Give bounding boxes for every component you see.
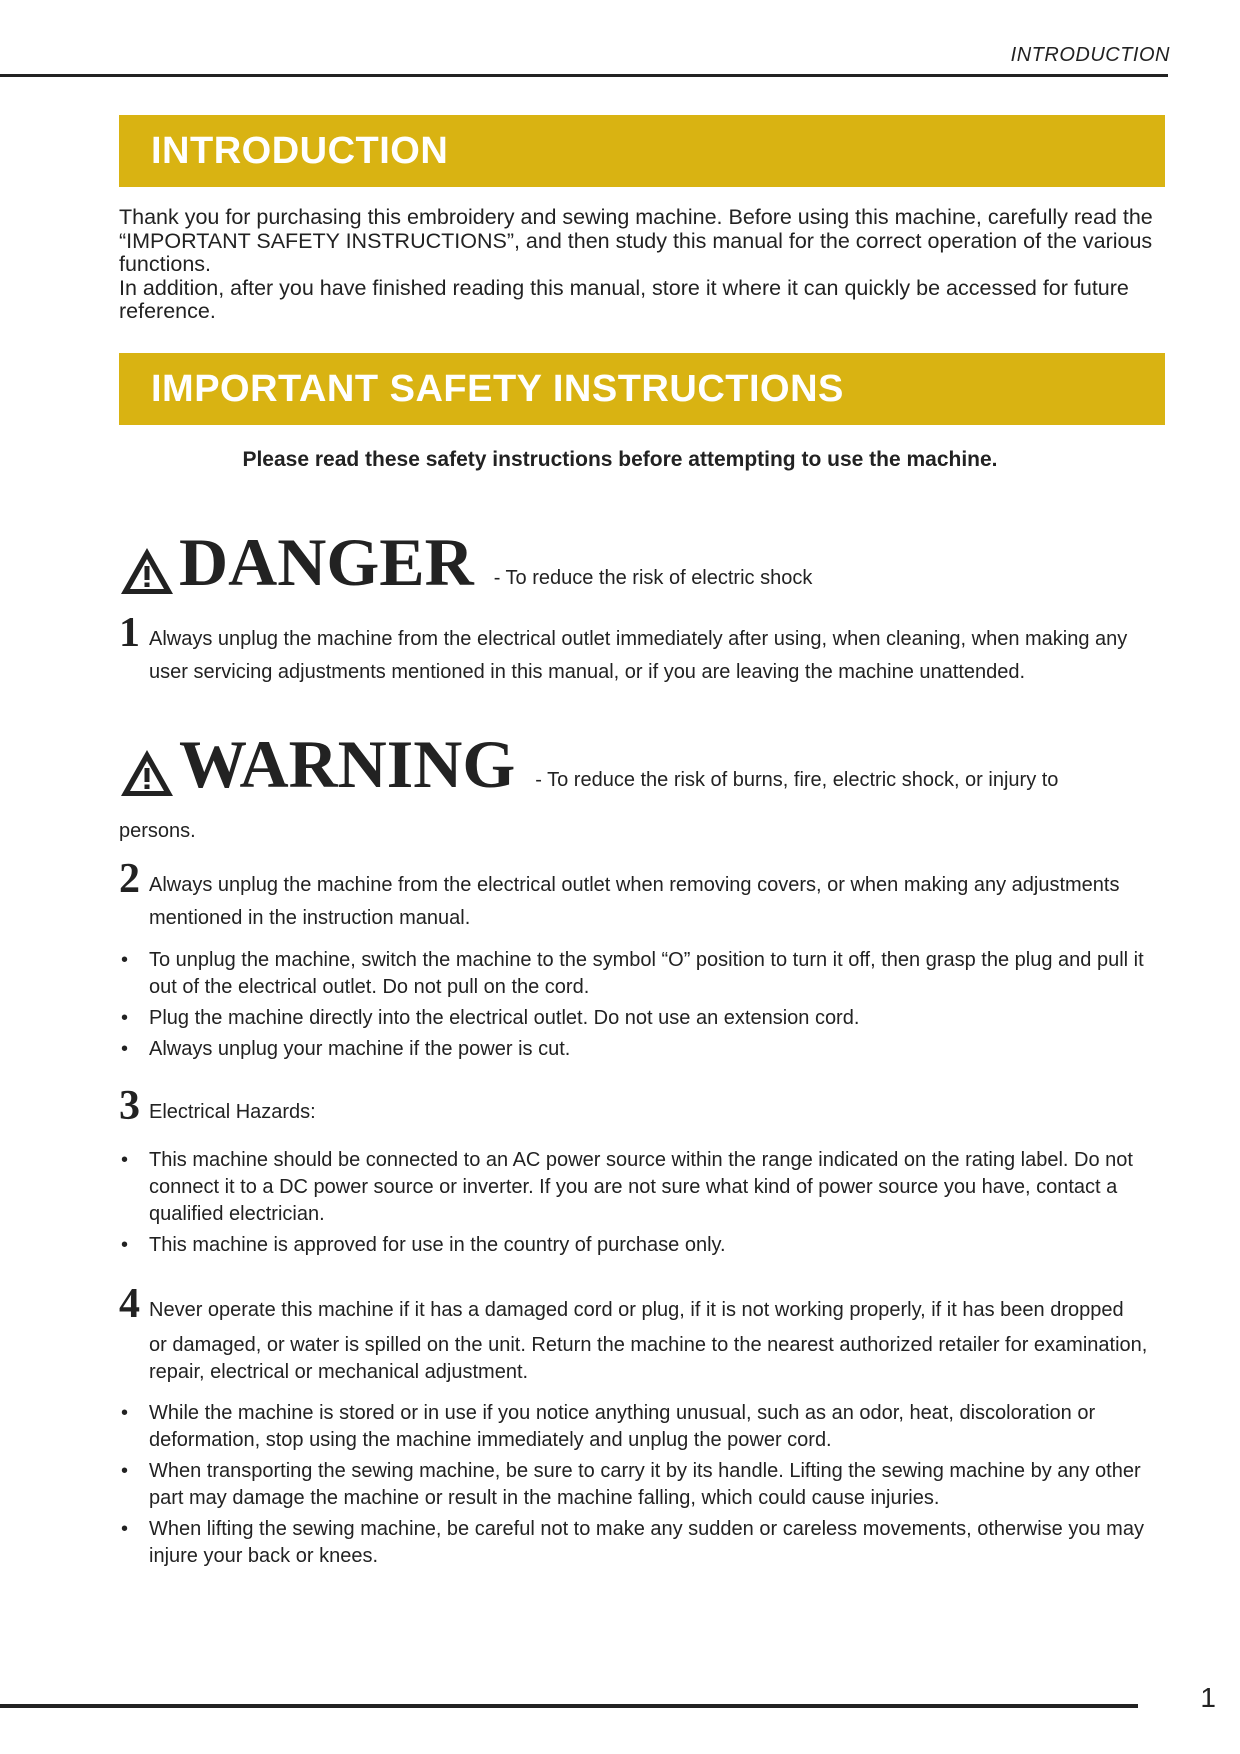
bullet-item: • Always unplug your machine if the power is cut. <box>119 1036 1171 1063</box>
safety-item <box>119 1283 1169 1386</box>
intro-paragraph: Thank you for purchasing this embroidery and sewing machine. Before using this machine, carefully read the “IMPORTANT SAFETY INSTRUCTIONS”, and then study this manual for the correct operation of the various functions. <box>119 205 1153 276</box>
item-number: 1 <box>119 610 140 656</box>
bullet-item: • This machine should be connected to an AC power source within the range indicated on the rating label. Do not connect it to a DC power source or inverter. If you are not sure what kind of power source you have, contact a qualified electrician. <box>119 1147 1171 1228</box>
warning-triangle-icon <box>119 546 175 596</box>
bullet-item: • This machine is approved for use in the country of purchase only. <box>119 1232 1171 1259</box>
safety-item <box>119 858 1169 936</box>
running-head: INTRODUCTION <box>1010 44 1170 66</box>
bullet-item: • When transporting the sewing machine, be sure to carry it by its handle. Lifting the sewing machine by any other part may damage the machine or result in the machine falling, which could cause injuries. <box>119 1458 1171 1512</box>
item-number: 4 <box>119 1281 140 1327</box>
warning-word: WARNING <box>179 726 516 802</box>
warning-triangle-icon <box>119 748 175 798</box>
bullet-list <box>119 1400 1171 1574</box>
warning-description: - To reduce the risk of burns, fire, electric shock, or injury to <box>535 769 1059 791</box>
intro-text <box>119 206 1169 324</box>
bullet-list <box>119 947 1171 1067</box>
top-rule <box>0 74 1168 77</box>
bullet-item: • Plug the machine directly into the electrical outlet. Do not use an extension cord. <box>119 1005 1171 1032</box>
item-number: 2 <box>119 856 140 902</box>
danger-word: DANGER <box>179 524 474 600</box>
bullet-item: • When lifting the sewing machine, be careful not to make any sudden or careless movements, otherwise you may injure your back or knees. <box>119 1516 1171 1570</box>
bullet-item: • To unplug the machine, switch the machine to the symbol “O” position to turn it off, then grasp the plug and pull it out of the electrical outlet. Do not pull on the cord. <box>119 947 1171 1001</box>
safety-banner: IMPORTANT SAFETY INSTRUCTIONS <box>119 353 1165 425</box>
bullet-list <box>119 1147 1171 1263</box>
danger-heading <box>119 524 813 600</box>
danger-description: - To reduce the risk of electric shock <box>493 567 813 589</box>
warning-heading <box>119 726 1059 802</box>
item-text: Electrical Hazards: <box>149 1101 316 1123</box>
bottom-rule <box>0 1704 1138 1708</box>
item-text: Always unplug the machine from the electrical outlet immediately after using, when cleaning, when making any <box>149 628 1128 650</box>
item-text-continued: mentioned in the instruction manual. <box>149 907 471 929</box>
item-text-continued: or damaged, or water is spilled on the unit. Return the machine to the nearest authorized retailer for examination, repair, electrical or mechanical adjustment. <box>149 1334 1148 1383</box>
intro-banner: INTRODUCTION <box>119 115 1165 187</box>
safety-item <box>119 612 1169 690</box>
warning-description-continued: persons. <box>119 820 196 842</box>
item-number: 3 <box>119 1083 140 1129</box>
please-read-note: Please read these safety instructions before attempting to use the machine. <box>242 448 998 471</box>
intro-paragraph: In addition, after you have finished reading this manual, store it where it can quickly be accessed for future reference. <box>119 275 1129 323</box>
item-text-continued: user servicing adjustments mentioned in this manual, or if you are leaving the machine unattended. <box>149 661 1026 683</box>
page-number: 1 <box>1200 1682 1216 1713</box>
item-text: Never operate this machine if it has a damaged cord or plug, if it is not working properly, if it has been dropped <box>149 1299 1124 1321</box>
item-text: Always unplug the machine from the electrical outlet when removing covers, or when making any adjustments <box>149 874 1120 896</box>
safety-item <box>119 1085 1169 1130</box>
bullet-item: • While the machine is stored or in use if you notice anything unusual, such as an odor, heat, discoloration or deformation, stop using the machine immediately and unplug the power cord. <box>119 1400 1171 1454</box>
